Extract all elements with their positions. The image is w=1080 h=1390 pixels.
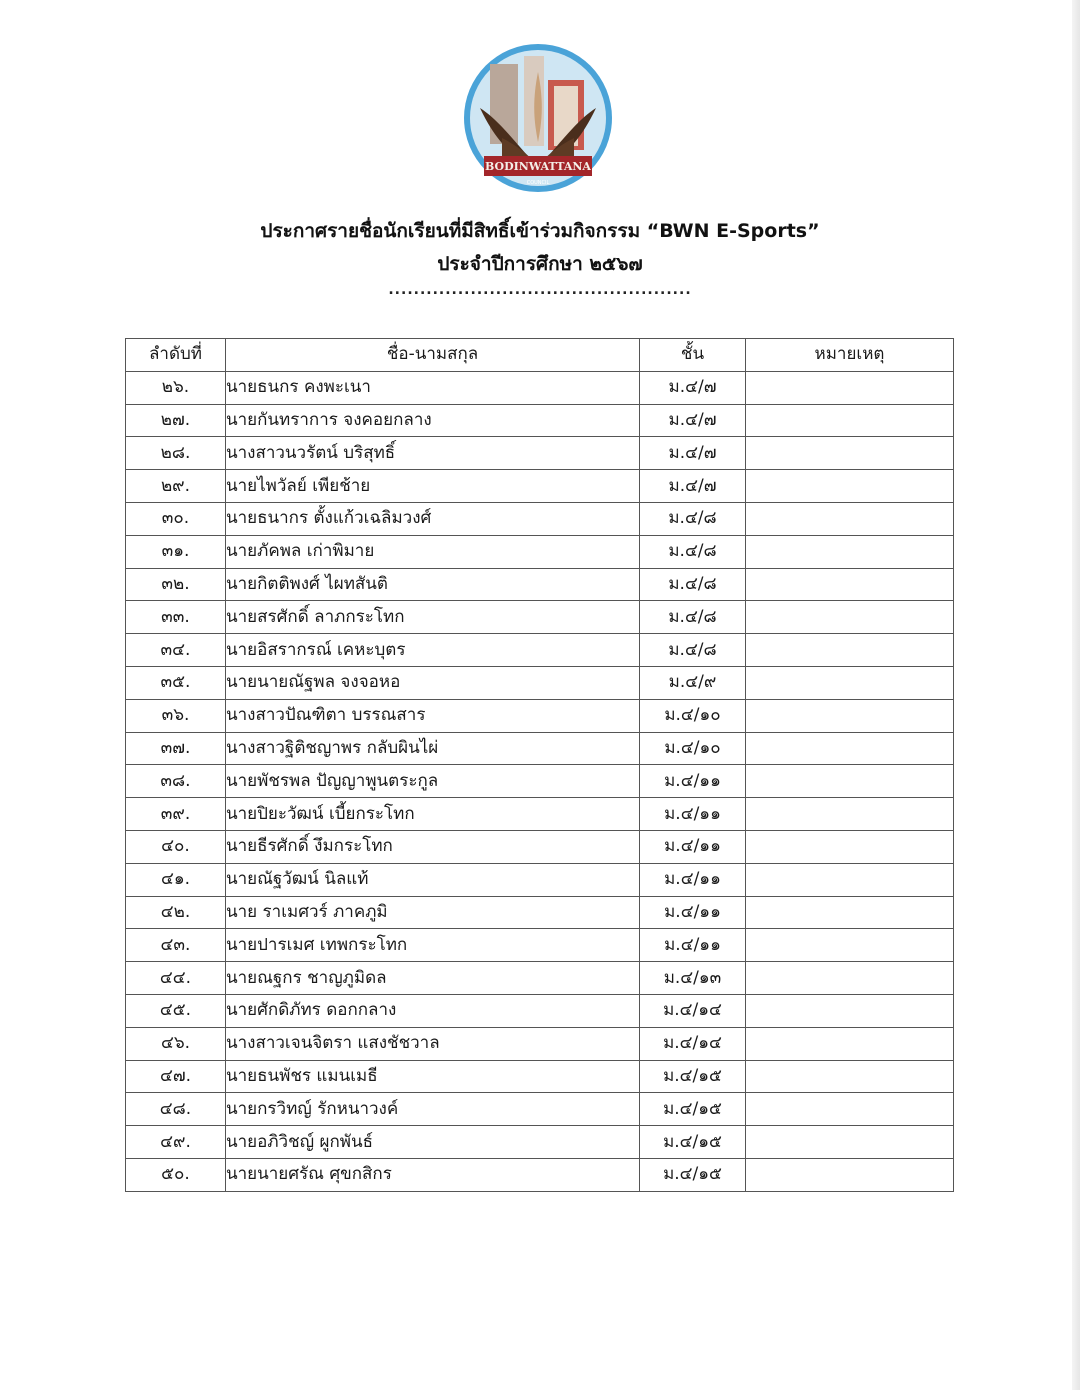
table-row [126, 732, 954, 765]
class-level: ม.๔/๑๓ [640, 962, 746, 995]
header-no: ลำดับที่ [126, 339, 226, 372]
student-name: นายนายศรัณ ศุขกสิกร [226, 1158, 640, 1191]
student-name: นาย ราเมศวร์ ภาคภูมิ [226, 896, 640, 929]
table-row [126, 1093, 954, 1126]
remark-cell [746, 994, 954, 1027]
table-row [126, 798, 954, 831]
class-level: ม.๔/๑๕ [640, 1060, 746, 1093]
table-row [126, 1060, 954, 1093]
remark-cell [746, 535, 954, 568]
remark-cell [746, 437, 954, 470]
student-name: นายไพวัลย์ เพียช้าย [226, 470, 640, 503]
class-level: ม.๔/๑๔ [640, 1027, 746, 1060]
table-row [126, 830, 954, 863]
class-level: ม.๔/๑๑ [640, 765, 746, 798]
row-number: ๕๐. [126, 1158, 226, 1191]
student-name: นายธนากร ตั้งแก้วเฉลิมวงศ์ [226, 502, 640, 535]
remark-cell [746, 798, 954, 831]
remark-cell [746, 732, 954, 765]
row-number: ๔๓. [126, 929, 226, 962]
table-row [126, 470, 954, 503]
logo-subtext: COUNCIL [526, 180, 550, 186]
table-row [126, 765, 954, 798]
logo-text: BODINWATTANA [485, 160, 591, 173]
student-name: นายกิตติพงศ์ ไผทสันติ [226, 568, 640, 601]
remark-cell [746, 1060, 954, 1093]
class-level: ม.๔/๗ [640, 371, 746, 404]
row-number: ๒๘. [126, 437, 226, 470]
student-name: นางสาวฐิติชญาพร กลับผินไผ่ [226, 732, 640, 765]
remark-cell [746, 470, 954, 503]
student-name: นายกรวิทญ์ รักหนาวงค์ [226, 1093, 640, 1126]
student-name: นายธนพัชร แมนเมธี [226, 1060, 640, 1093]
remark-cell [746, 962, 954, 995]
student-name: นายธีรศักดิ์ งึมกระโทก [226, 830, 640, 863]
student-name: นายธนกร คงพะเนา [226, 371, 640, 404]
table-row [126, 1027, 954, 1060]
row-number: ๔๐. [126, 830, 226, 863]
row-number: ๓๓. [126, 601, 226, 634]
class-level: ม.๔/๘ [640, 568, 746, 601]
class-level: ม.๔/๑๕ [640, 1126, 746, 1159]
student-name: นายปิยะวัฒน์ เบี้ยกระโทก [226, 798, 640, 831]
table-row [126, 568, 954, 601]
table-row [126, 994, 954, 1027]
class-level: ม.๔/๘ [640, 634, 746, 667]
row-number: ๓๕. [126, 666, 226, 699]
table-row [126, 634, 954, 667]
remark-cell [746, 1093, 954, 1126]
class-level: ม.๔/๘ [640, 601, 746, 634]
header-remark: หมายเหตุ [746, 339, 954, 372]
row-number: ๓๒. [126, 568, 226, 601]
table-row [126, 666, 954, 699]
class-level: ม.๔/๑๑ [640, 929, 746, 962]
academic-year-subtitle: ประจำปีการศึกษา ๒๕๖๗ [437, 253, 643, 275]
remark-cell [746, 1158, 954, 1191]
table-row [126, 929, 954, 962]
student-name: นายณฐกร ชาญภูมิดล [226, 962, 640, 995]
header-class: ชั้น [640, 339, 746, 372]
student-name: นายอภิวิชญ์ ผูกพันธ์ [226, 1126, 640, 1159]
remark-cell [746, 830, 954, 863]
remark-cell [746, 666, 954, 699]
student-roster-table [125, 338, 954, 1192]
table-row [126, 404, 954, 437]
row-number: ๔๖. [126, 1027, 226, 1060]
student-name: นายนายณัฐพล จงจอหอ [226, 666, 640, 699]
remark-cell [746, 699, 954, 732]
student-name: นายณัฐวัฒน์ นิลแท้ [226, 863, 640, 896]
class-level: ม.๔/๗ [640, 470, 746, 503]
remark-cell [746, 371, 954, 404]
class-level: ม.๔/๗ [640, 404, 746, 437]
council-logo [462, 42, 614, 194]
row-number: ๒๗. [126, 404, 226, 437]
table-row [126, 437, 954, 470]
table-body [126, 371, 954, 1191]
student-name: นายภัคพล เก่าพิมาย [226, 535, 640, 568]
row-number: ๓๗. [126, 732, 226, 765]
class-level: ม.๔/๑๐ [640, 699, 746, 732]
class-level: ม.๔/๑๕ [640, 1093, 746, 1126]
class-level: ม.๔/๗ [640, 437, 746, 470]
class-level: ม.๔/๘ [640, 502, 746, 535]
student-name: นายศักดิภัทร ดอกกลาง [226, 994, 640, 1027]
row-number: ๒๖. [126, 371, 226, 404]
remark-cell [746, 634, 954, 667]
remark-cell [746, 765, 954, 798]
row-number: ๔๑. [126, 863, 226, 896]
row-number: ๔๗. [126, 1060, 226, 1093]
remark-cell [746, 896, 954, 929]
remark-cell [746, 568, 954, 601]
student-name: นางสาวเจนจิตรา แสงชัชวาล [226, 1027, 640, 1060]
row-number: ๒๙. [126, 470, 226, 503]
class-level: ม.๔/๑๑ [640, 798, 746, 831]
remark-cell [746, 929, 954, 962]
table-row [126, 896, 954, 929]
table-header-row [126, 339, 954, 372]
page-edge-shadow [1072, 0, 1080, 1390]
remark-cell [746, 1126, 954, 1159]
table-row [126, 1158, 954, 1191]
remark-cell [746, 404, 954, 437]
student-name: นายพัชรพล ปัญญาพูนตระกูล [226, 765, 640, 798]
class-level: ม.๔/๑๕ [640, 1158, 746, 1191]
remark-cell [746, 863, 954, 896]
class-level: ม.๔/๘ [640, 535, 746, 568]
table-row [126, 502, 954, 535]
student-name: นางสาวนวรัตน์ บริสุทธิ์ [226, 437, 640, 470]
table-row [126, 1126, 954, 1159]
dotted-separator: ................................................ [388, 282, 692, 298]
row-number: ๓๙. [126, 798, 226, 831]
class-level: ม.๔/๑๐ [640, 732, 746, 765]
class-level: ม.๔/๑๑ [640, 830, 746, 863]
table-row [126, 601, 954, 634]
row-number: ๔๘. [126, 1093, 226, 1126]
header-name: ชื่อ-นามสกุล [226, 339, 640, 372]
row-number: ๓๐. [126, 502, 226, 535]
table-row [126, 863, 954, 896]
row-number: ๔๔. [126, 962, 226, 995]
row-number: ๓๖. [126, 699, 226, 732]
table-row [126, 535, 954, 568]
row-number: ๔๒. [126, 896, 226, 929]
table-row [126, 371, 954, 404]
student-name: นายกันทราการ จงคอยกลาง [226, 404, 640, 437]
table-row [126, 962, 954, 995]
student-name: นายสรศักดิ์ ลาภกระโทก [226, 601, 640, 634]
remark-cell [746, 1027, 954, 1060]
announcement-title: ประกาศรายชื่อนักเรียนที่มีสิทธิ์เข้าร่วมกิจกรรม “BWN E-Sports” [260, 220, 820, 242]
class-level: ม.๔/๙ [640, 666, 746, 699]
remark-cell [746, 601, 954, 634]
student-name: นางสาวปัณฑิตา บรรณสาร [226, 699, 640, 732]
class-level: ม.๔/๑๔ [640, 994, 746, 1027]
student-name: นายปารเมศ เทพกระโทก [226, 929, 640, 962]
row-number: ๓๔. [126, 634, 226, 667]
row-number: ๓๘. [126, 765, 226, 798]
row-number: ๔๕. [126, 994, 226, 1027]
student-name: นายอิสรากรณ์ เคหะบุตร [226, 634, 640, 667]
row-number: ๔๙. [126, 1126, 226, 1159]
table-row [126, 699, 954, 732]
row-number: ๓๑. [126, 535, 226, 568]
class-level: ม.๔/๑๑ [640, 863, 746, 896]
class-level: ม.๔/๑๑ [640, 896, 746, 929]
remark-cell [746, 502, 954, 535]
